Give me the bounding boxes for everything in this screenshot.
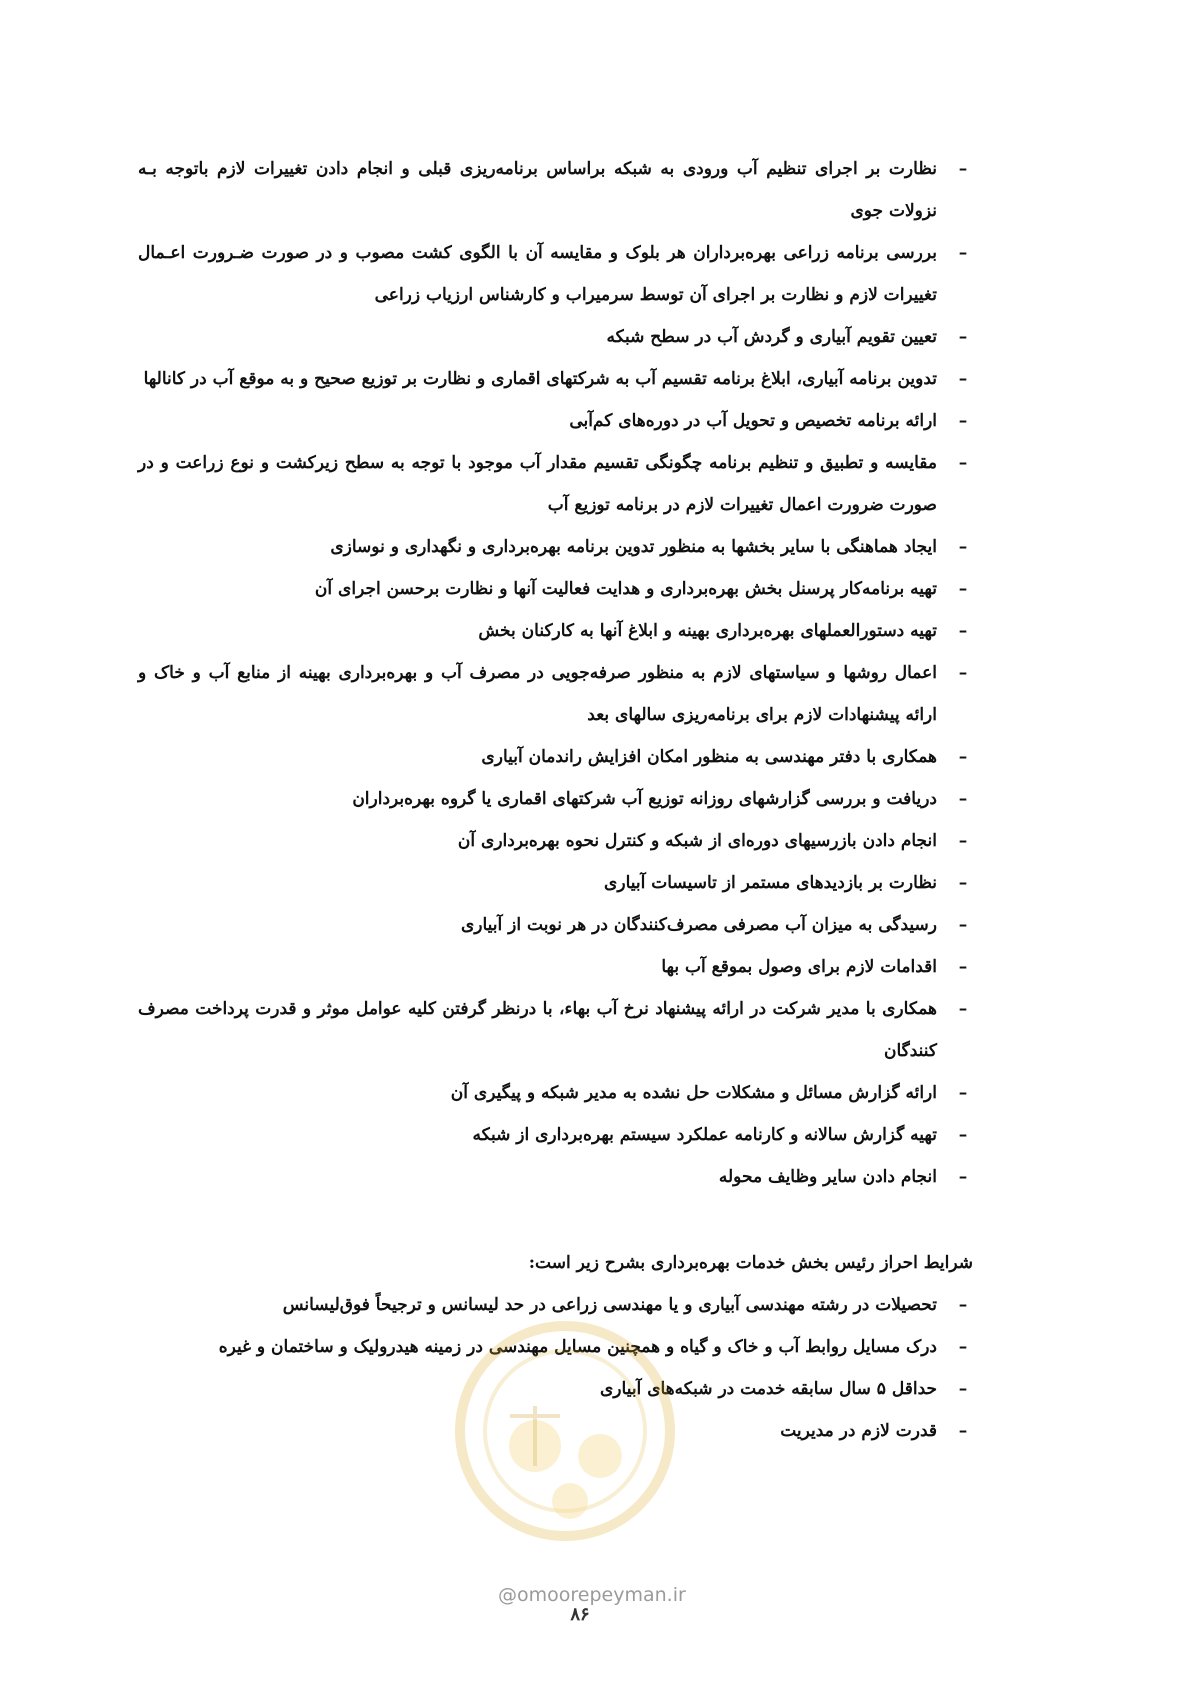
list-item <box>138 988 973 1072</box>
duty-text: همکاری با دفتر مهندسی به منظور امکان افزایش راندمان آبیاری <box>481 747 937 767</box>
duty-text: انجام دادن سایر وظایف محوله <box>718 1167 937 1187</box>
bullet-dash: – <box>958 621 968 641</box>
bullet-dash: – <box>958 957 968 977</box>
list-item <box>138 568 973 610</box>
list-item <box>138 442 973 526</box>
bullet-dash: – <box>958 999 968 1019</box>
duty-text: نظارت بر بازدیدهای مستمر از تاسیسات آبیاری <box>604 873 937 893</box>
requirement-text: تحصیلات در رشته مهندسی آبیاری و یا مهندسی زراعی در حد لیسانس و ترجیحاً فوق‌لیسانس <box>282 1295 937 1315</box>
bullet-dash: – <box>958 327 968 347</box>
list-item <box>138 358 973 400</box>
page-number: ۸۶ <box>570 1604 590 1625</box>
duty-text: ارائه برنامه تخصیص و تحویل آب در دوره‌های کم‌آبی <box>569 411 937 431</box>
bullet-dash: – <box>958 915 968 935</box>
duty-text: بررسی برنامه زراعی بهره‌برداران هر بلوک و مقایسه آن با الگوی کشت مصوب و در صورت ضـرورت اعـمال تغییرات لازم و نظارت بر اجرای آن توسط سرمیراب و کارشناس ارزیاب زراعی <box>138 243 937 305</box>
bullet-dash: – <box>958 1295 968 1315</box>
bullet-dash: – <box>958 369 968 389</box>
list-item <box>138 232 973 316</box>
bullet-dash: – <box>958 1167 968 1187</box>
bullet-dash: – <box>958 453 968 473</box>
list-item <box>138 736 973 778</box>
duty-text: تهیه برنامه‌کار پرسنل بخش بهره‌برداری و هدایت فعالیت آنها و نظارت برحسن اجرای آن <box>314 579 937 599</box>
bullet-dash: – <box>958 411 968 431</box>
bullet-dash: – <box>958 1337 968 1357</box>
list-item <box>138 778 973 820</box>
duty-text: تهیه دستورالعملهای بهره‌برداری بهینه و ابلاغ آنها به کارکنان بخش <box>478 621 937 641</box>
list-item <box>138 400 973 442</box>
gear-icon <box>578 1434 622 1478</box>
document-body <box>138 148 973 1452</box>
duty-text: تهیه گزارش سالانه و کارنامه عملکرد سیستم بهره‌برداری از شبکه <box>472 1125 937 1145</box>
list-item <box>138 820 973 862</box>
watermark-url: @omoorepeyman.ir <box>498 1584 686 1606</box>
bullet-dash: – <box>958 537 968 557</box>
duty-text: همکاری با مدیر شرکت در ارائه پیشنهاد نرخ آب بهاء، با درنظر گرفتن کلیه عوامل موثر و قدرت پرداخت مصرف کنندگان <box>138 999 937 1061</box>
duty-text: تعیین تقویم آبیاری و گردش آب در سطح شبکه <box>606 327 937 347</box>
list-item <box>138 526 973 568</box>
duty-text: رسیدگی به میزان آب مصرفی مصرف‌کنندگان در هر نوبت از آبیاری <box>460 915 937 935</box>
list-item <box>138 652 973 736</box>
list-item <box>138 316 973 358</box>
bullet-dash: – <box>958 789 968 809</box>
requirement-text: درک مسایل روابط آب و خاک و گیاه و همچنین مسایل مهندسی در زمینه هیدرولیک و ساختمان و غیره <box>218 1337 937 1357</box>
bullet-dash: – <box>958 243 968 263</box>
list-item <box>138 1114 973 1156</box>
bullet-dash: – <box>958 1421 968 1441</box>
duty-text: دریافت و بررسی گزارشهای روزانه توزیع آب شرکتهای اقماری یا گروه بهره‌برداران <box>352 789 937 809</box>
list-item <box>138 1072 973 1114</box>
bullet-dash: – <box>958 1083 968 1103</box>
duty-text: اعمال روشها و سیاستهای لازم به منظور صرفه‌جویی در مصرف آب و بهره‌برداری بهینه از منابع آب و خاک و ارائه پیشنهادات لازم برای برنامه‌ریزی سالهای بعد <box>138 663 937 725</box>
bullet-dash: – <box>958 1379 968 1399</box>
duty-text: نظارت بر اجرای تنظیم آب ورودی به شبکه براساس برنامه‌ریزی قبلی و انجام دادن تغییرات لازم باتوجه بـه نزولات جوی <box>138 159 937 221</box>
list-item <box>138 148 973 232</box>
requirement-text: حداقل ۵ سال سابقه خدمت در شبکه‌های آبیاری <box>600 1379 937 1399</box>
bullet-dash: – <box>958 873 968 893</box>
bullet-dash: – <box>958 663 968 683</box>
bullet-dash: – <box>958 1125 968 1145</box>
list-item <box>138 610 973 652</box>
requirement-text: قدرت لازم در مدیریت <box>780 1421 937 1441</box>
duty-text: ایجاد هماهنگی با سایر بخشها به منظور تدوین برنامه بهره‌برداری و نگهداری و نوسازی <box>330 537 937 557</box>
bullet-dash: – <box>958 579 968 599</box>
duty-text: مقایسه و تطبیق و تنظیم برنامه چگونگی تقسیم مقدار آب موجود با توجه به سطح زیرکشت و نوع زراعت و در صورت ضرورت اعمال تغییرات لازم در برنامه توزیع آب <box>138 453 937 515</box>
bullet-dash: – <box>958 831 968 851</box>
list-item <box>138 946 973 988</box>
duty-text: ارائه گزارش مسائل و مشکلات حل نشده به مدیر شبکه و پیگیری آن <box>450 1083 937 1103</box>
watermark-logo <box>440 1296 690 1586</box>
list-item <box>138 1156 973 1198</box>
gear-icon <box>552 1483 588 1519</box>
duty-text: اقدامات لازم برای وصول بموقع آب بها <box>661 957 937 977</box>
duty-text: تدوین برنامه آبیاری، ابلاغ برنامه تقسیم آب به شرکتهای اقماری و نظارت بر توزیع صحیح و به موقع آب در کانالها <box>143 369 937 389</box>
duty-text: انجام دادن بازرسیهای دوره‌ای از شبکه و کنترل نحوه بهره‌برداری آن <box>457 831 937 851</box>
duties-list <box>138 148 973 1198</box>
requirements-heading: شرایط احراز رئیس بخش خدمات بهره‌برداری بشرح زیر است: <box>528 1253 973 1273</box>
bullet-dash: – <box>958 159 968 179</box>
list-item <box>138 862 973 904</box>
bullet-dash: – <box>958 747 968 767</box>
list-item <box>138 904 973 946</box>
